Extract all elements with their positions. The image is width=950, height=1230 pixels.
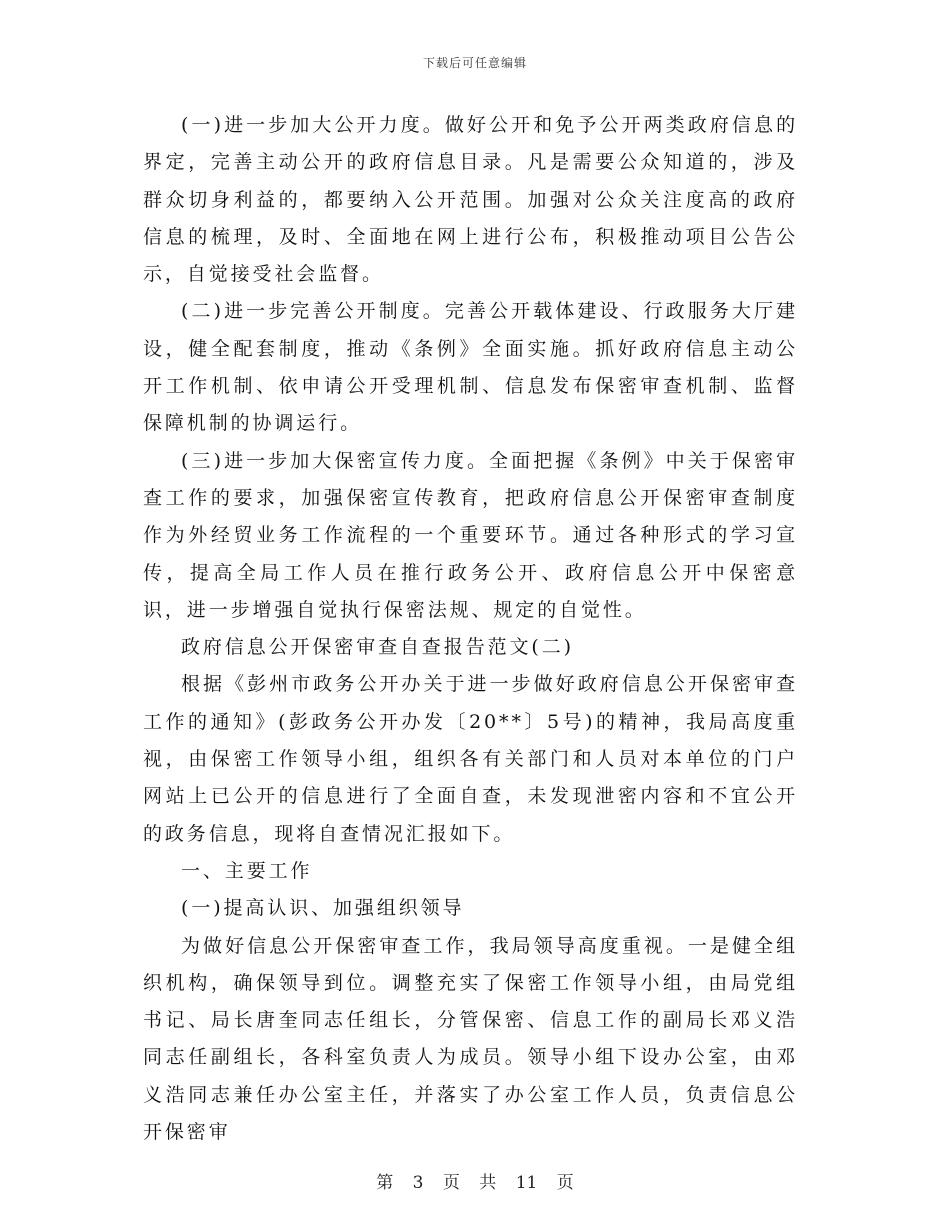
footer-total-pages: 11 <box>515 1173 538 1193</box>
subheading-awareness: (一)提高认识、加强组织领导 <box>181 897 465 920</box>
paragraph-4: 根据《彭州市政务公开办关于进一步做好政府信息公开保密审查工作的通知》(彭政务公开办发〔20**〕5号)的精神，我局高度重视，由保密工作领导小组，组织各有关部门和人员对本单位的门户网站上已公开的信息进行了全面自查，未发现泄密内容和不宜公开的政务信息，现将自查情况汇报如下。 <box>143 673 798 845</box>
footer-page-number: 3 <box>412 1173 424 1193</box>
document-body <box>143 107 798 1151</box>
footer-page-suffix: 页 <box>556 1173 574 1193</box>
paragraph-3: (三)进一步加大保密宣传力度。全面把握《条例》中关于保密审查工作的要求，加强保密宣传教育，把政府信息公开保密审查制度作为外经贸业务工作流程的一个重要环节。通过各种形式的学习宣传，提高全局工作人员在推行政务公开、政府信息公开中保密意识，进一步增强自觉执行保密法规、规定的自觉性。 <box>143 449 798 621</box>
paragraph-5: 为做好信息公开保密审查工作，我局领导高度重视。一是健全组织机构，确保领导到位。调整充实了保密工作领导小组，由局党组书记、局长唐奎同志任组长，分管保密、信息工作的副局长邓义浩同志任副组长，各科室负责人为成员。领导小组下设办公室，由邓义浩同志兼任办公室主任，并落实了办公室工作人员，负责信息公开保密审 <box>143 934 798 1144</box>
footer-total-prefix: 共 <box>479 1173 497 1193</box>
section-title: 政府信息公开保密审查自查报告范文(二) <box>181 636 574 659</box>
footer-page-prefix: 第 <box>376 1173 394 1193</box>
paragraph-1: (一)进一步加大公开力度。做好公开和免予公开两类政府信息的界定，完善主动公开的政府信息目录。凡是需要公众知道的，涉及群众切身利益的，都要纳入公开范围。加强对公众关注度高的政府信息的梳理，及时、全面地在网上进行公布，积极推动项目公告公示，自觉接受社会监督。 <box>143 114 798 286</box>
heading-main-work: 一、主要工作 <box>181 859 313 882</box>
footer-page-mid: 页 <box>442 1173 460 1193</box>
page-header-note: 下载后可任意编辑 <box>422 56 527 70</box>
paragraph-2: (二)进一步完善公开制度。完善公开载体建设、行政服务大厅建设，健全配套制度，推动《条例》全面实施。抓好政府信息主动公开工作机制、依申请公开受理机制、信息发布保密审查机制、监督保障机制的协调运行。 <box>143 300 798 435</box>
page-footer <box>0 1168 950 1193</box>
